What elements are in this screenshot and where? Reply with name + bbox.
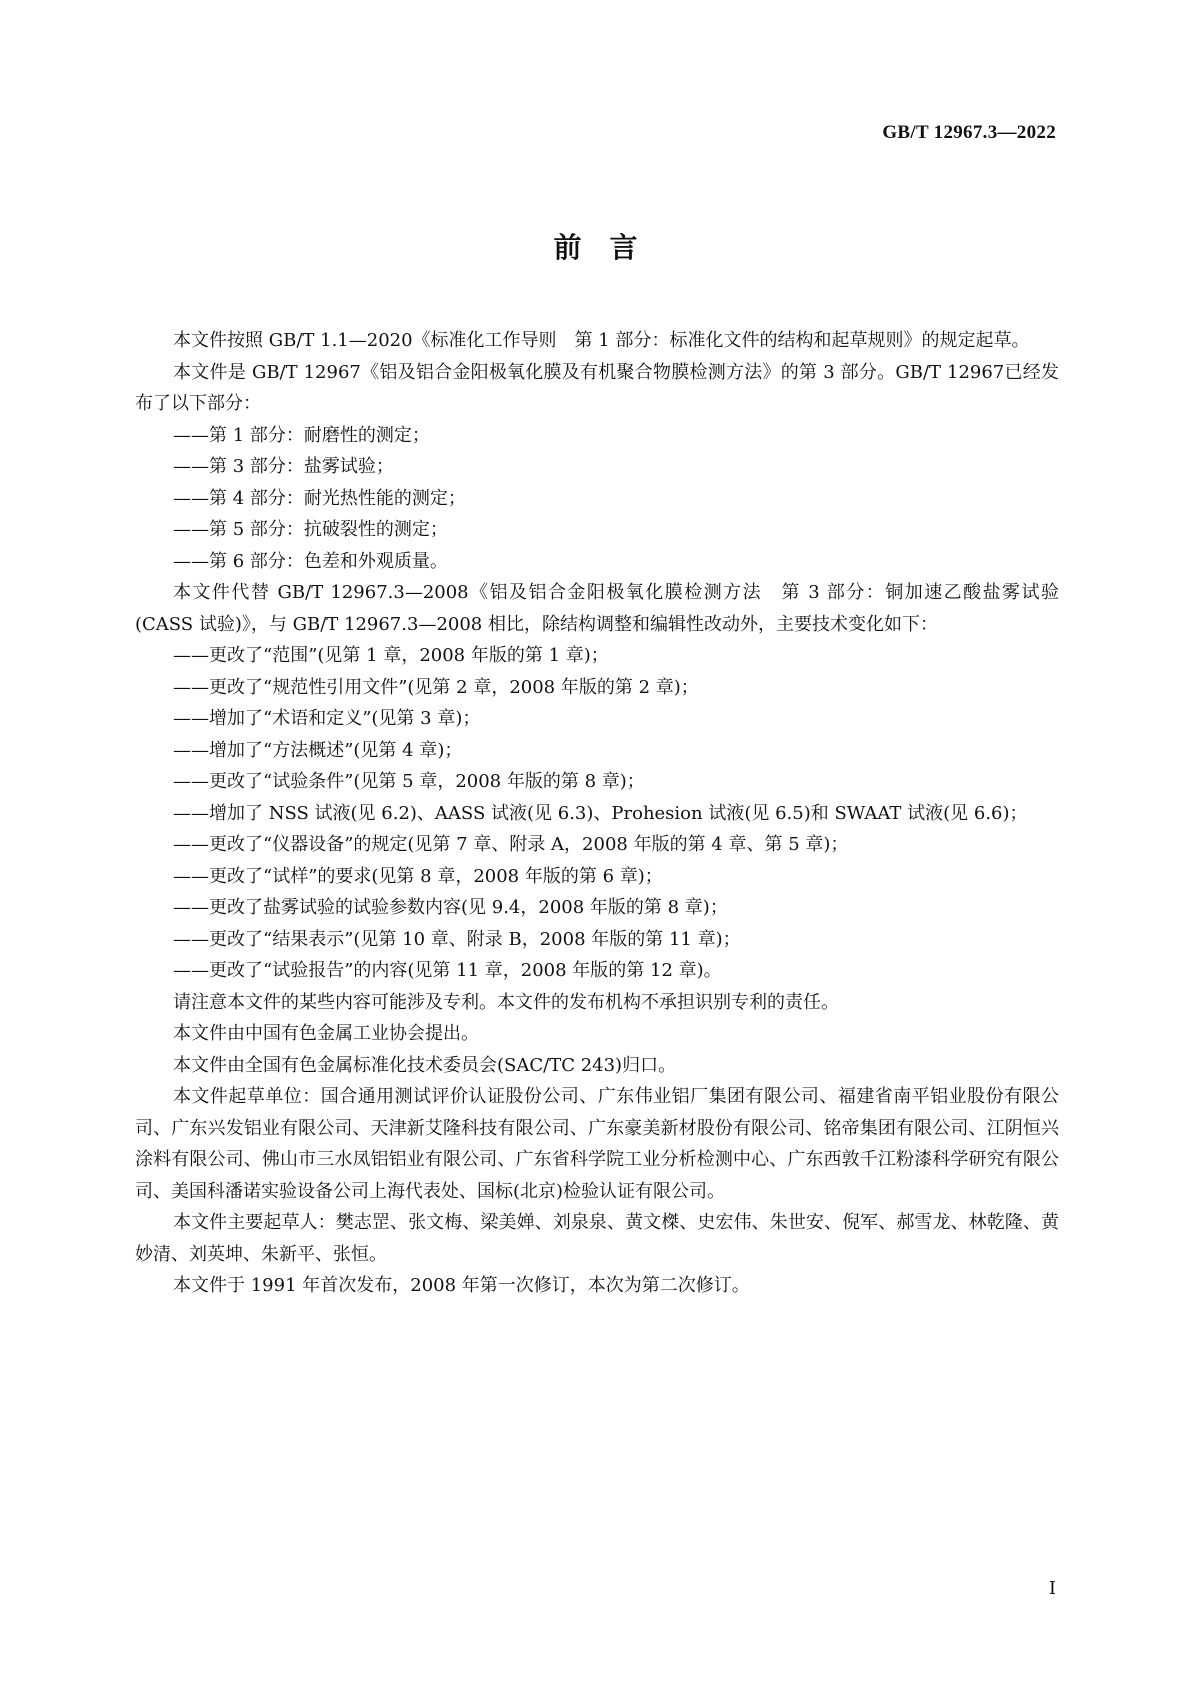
paragraph-history: 本文件于 1991 年首次发布，2008 年第一次修订，本次为第二次修订。 xyxy=(173,1275,750,1296)
paragraph-drafting-units: 本文件起草单位：国合通用测试评价认证股份公司、广东伟业铝厂集团有限公司、福建省南平铝业股份有限公司、广东兴发铝业有限公司、天津新艾隆科技有限公司、广东豪美新材股份有限公司、铭帝集团有限公司、江阴恒兴涂料有限公司、佛山市三水凤铝铝业有限公司、广东省科学院工业分析检测中心、广东西敦千江粉漆科学研究有限公司、美国科潘诺实验设备公司上海代表处、国标(北京)检验认证有限公司。 xyxy=(135,1086,1059,1202)
paragraph-series-intro: 本文件是 GB/T 12967《铝及铝合金阳极氧化膜及有机聚合物膜检测方法》的第 3 部分。GB/T 12967已经发布了以下部分： xyxy=(135,361,1059,414)
paragraph-drafters: 本文件主要起草人：樊志罡、张文梅、梁美婵、刘泉泉、黄文榤、史宏伟、朱世安、倪军、郝雪龙、林乾隆、黄妙清、刘英坤、朱新平、张恒。 xyxy=(135,1212,1059,1265)
list-item: ——更改了“试验报告”的内容(见第 11 章，2008 年版的第 12 章)。 xyxy=(173,960,722,981)
list-item: ——更改了“仪器设备”的规定(见第 7 章、附录 A，2008 年版的第 4 章、第 5 章)； xyxy=(173,834,849,855)
list-item: ——第 4 部分：耐光热性能的测定； xyxy=(173,487,466,509)
paragraph-drafting-rules: 本文件按照 GB/T 1.1—2020《标准化工作导则 第 1 部分：标准化文件的结构和起草规则》的规定起草。 xyxy=(173,330,1030,351)
list-item: ——增加了“术语和定义”(见第 3 章)； xyxy=(173,708,481,729)
standard-code: GB/T 12967.3—2022 xyxy=(882,122,1056,143)
list-item: ——增加了“方法概述”(见第 4 章)； xyxy=(173,739,463,761)
list-item: ——第 5 部分：抗破裂性的测定； xyxy=(173,519,448,540)
list-item: ——增加了 NSS 试液(见 6.2)、AASS 试液(见 6.3)、Prohesion 试液(见 6.5)和 SWAAT 试液(见 6.6)； xyxy=(173,802,1028,824)
list-item: ——更改了“范围”(见第 1 章，2008 年版的第 1 章)； xyxy=(173,645,609,666)
list-item: ——更改了“试验条件”(见第 5 章，2008 年版的第 8 章)； xyxy=(173,771,645,792)
list-item: ——更改了“试样”的要求(见第 8 章，2008 年版的第 6 章)； xyxy=(173,865,663,887)
list-item: ——更改了“结果表示”(见第 10 章、附录 B，2008 年版的第 11 章)； xyxy=(173,928,741,950)
document-body xyxy=(135,325,1059,1302)
paragraph-proposer: 本文件由中国有色金属工业协会提出。 xyxy=(173,1023,479,1044)
list-item: ——更改了“规范性引用文件”(见第 2 章，2008 年版的第 2 章)； xyxy=(173,676,699,698)
list-item: ——更改了盐雾试验的试验参数内容(见 9.4，2008 年版的第 8 章)； xyxy=(173,897,728,918)
list-item: ——第 3 部分：盐雾试验； xyxy=(173,456,394,477)
page-number: I xyxy=(1048,1578,1056,1599)
paragraph-committee: 本文件由全国有色金属标准化技术委员会(SAC/TC 243)归口。 xyxy=(173,1054,677,1076)
paragraph-patent-notice: 请注意本文件的某些内容可能涉及专利。本文件的发布机构不承担识别专利的责任。 xyxy=(173,991,839,1013)
paragraph-replacement: 本文件代替 GB/T 12967.3—2008《铝及铝合金阳极氧化膜检测方法 第 3 部分：铜加速乙酸盐雾试验(CASS 试验)》，与 GB/T 12967.3—2008 相比，除结构调整和编辑性改动外，主要技术变化如下： xyxy=(135,582,1059,635)
page-title: 前言 xyxy=(553,231,666,264)
list-item: ——第 6 部分：色差和外观质量。 xyxy=(173,550,448,572)
list-item: ——第 1 部分：耐磨性的测定； xyxy=(173,424,430,446)
